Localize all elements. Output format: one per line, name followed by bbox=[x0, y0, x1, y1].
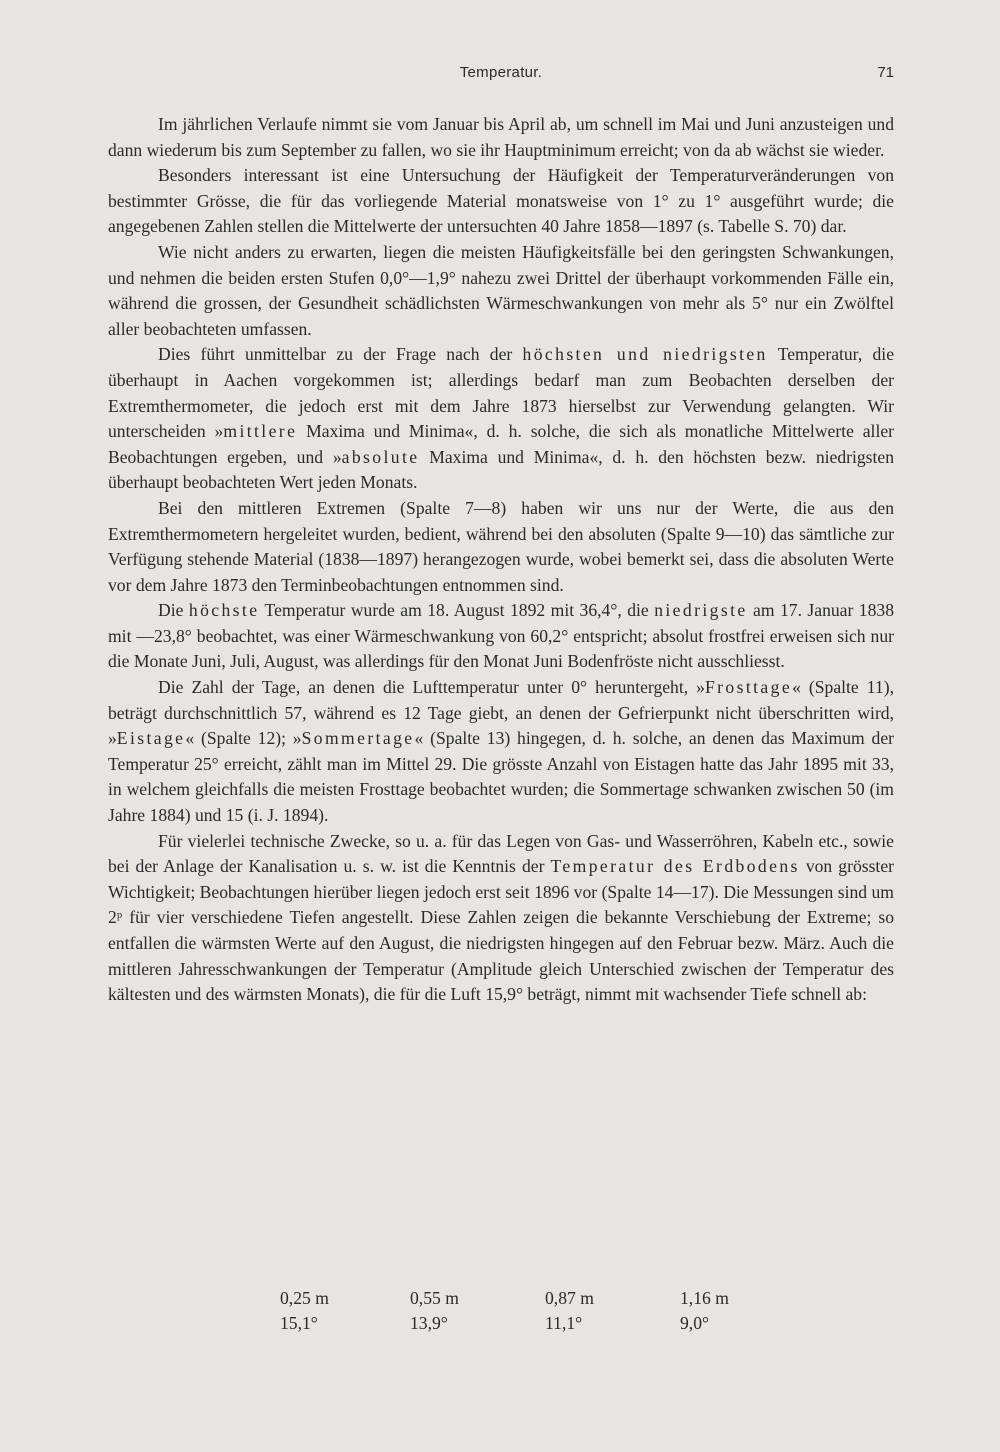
paragraph bbox=[108, 675, 894, 829]
spaced-emphasis: absolute bbox=[341, 446, 420, 467]
depth-cell: 0,87 m bbox=[545, 1288, 594, 1308]
depth-row bbox=[260, 1286, 815, 1311]
amplitude-cell: 11,1° bbox=[545, 1313, 583, 1333]
text-run: Besonders interessant ist eine Untersuchung der Häufigkeit der Temperaturveränderungen von bestimmter Grösse, die für das vorliegende Material monatsweise von 1° zu 1° ausgeführt wurde; die angegebenen Zahlen stellen die Mittelwerte der untersuchten 40 Jahre 1858—1897 (s. Tabelle S. 70) dar. bbox=[108, 165, 894, 237]
depth-cell: 0,55 m bbox=[410, 1288, 459, 1308]
page-number: 71 bbox=[877, 64, 894, 81]
spaced-emphasis: Temperatur des Erdbodens bbox=[550, 856, 800, 877]
spaced-emphasis: höchste bbox=[188, 600, 260, 621]
amplitude-cell: 15,1° bbox=[280, 1313, 318, 1333]
paragraph bbox=[108, 342, 894, 496]
text-run: Die Zahl der Tage, an denen die Lufttemperatur unter 0° heruntergeht, » bbox=[158, 677, 705, 698]
paragraph bbox=[108, 112, 894, 163]
text-run: Maxima und Minima«, d. h. solche, die sich als monatliche Mittelwerte aller Beobachtungen ergeben, und » bbox=[108, 421, 894, 467]
paragraph bbox=[108, 829, 894, 1008]
depth-cell: 1,16 m bbox=[680, 1288, 729, 1308]
spaced-emphasis: mittlere bbox=[223, 421, 298, 442]
spaced-emphasis: Frosttage bbox=[704, 677, 793, 698]
amplitude-row bbox=[260, 1311, 815, 1336]
text-run: « (Spalte 13) hingegen, d. h. solche, an denen das Maximum der Temperatur 25° erreicht, zählt man im Mittel 29. Die grösste Anzahl von Eistagen hatte das Jahr 1895 mit 33, in welchem gleichfalls die meisten Frosttage beobachtet wurden; die Sommertage schwanken zwischen 50 (im Jahre 1884) und 15 (i. J. 1894). bbox=[108, 728, 894, 826]
spaced-emphasis: höchsten und niedrigsten bbox=[522, 344, 768, 365]
text-run: « (Spalte 11), beträgt durchschnittlich 57, während es 12 Tage giebt, an denen der Gefrierpunkt nicht überschritten wird, » bbox=[108, 677, 894, 749]
text-run: Im jährlichen Verlaufe nimmt sie vom Januar bis April ab, um schnell im Mai und Juni anzusteigen und dann wiederum bis zum September zu fallen, wo sie ihr Hauptminimum erreicht; von da ab wächst sie wieder. bbox=[108, 114, 894, 160]
amplitude-cell: 13,9° bbox=[410, 1313, 448, 1333]
spaced-emphasis: niedrigste bbox=[654, 600, 748, 621]
text-run: Temperatur wurde am 18. August 1892 mit 36,4°, die bbox=[259, 600, 655, 621]
body-text bbox=[108, 112, 894, 1008]
spaced-emphasis: Eistage bbox=[116, 728, 186, 749]
paragraph bbox=[108, 598, 894, 675]
text-run: von grösster Wichtigkeit; Beobachtungen hierüber liegen jedoch erst seit 1896 vor (Spalte 14—17). Die Messungen sind um 2ᵖ für vier verschiedene Tiefen angestellt. Diese Zahlen zeigen die bekannte Verschiebung der Extreme; so entfallen die wärmsten Werte auf den August, die niedrigsten hingegen auf den Februar bezw. März. Auch die mittleren Jahresschwankungen der Temperatur (Amplitude gleich Unterschied zwischen der Temperatur des kältesten und des wärmsten Monats), die für die Luft 15,9° beträgt, nimmt mit wachsender Tiefe schnell ab: bbox=[108, 856, 894, 1005]
text-run: Wie nicht anders zu erwarten, liegen die meisten Häufigkeitsfälle bei den geringsten Schwankungen, und nehmen die beiden ersten Stufen 0,0°—1,9° nahezu zwei Drittel der überhaupt vorkommenden Fälle ein, während die grossen, der Gesundheit schädlichsten Wärmeschwankungen von mehr als 5° nur ein Zwölftel aller beobachteten umfassen. bbox=[108, 241, 894, 339]
page-header bbox=[108, 64, 894, 88]
paragraph bbox=[108, 496, 894, 598]
spaced-emphasis: Sommertage bbox=[301, 728, 415, 749]
text-run: Für vielerlei technische Zwecke, so u. a. für das Legen von Gas- und Wasserröhren, Kabeln etc., sowie bei der Anlage der Kanalisation u. s. w. ist die Kenntnis der bbox=[108, 830, 894, 877]
text-run: « (Spalte 12); » bbox=[185, 728, 302, 749]
text-run: Dies führt unmittelbar zu der Frage nach der bbox=[158, 344, 523, 365]
text-run: Bei den mittleren Extremen (Spalte 7—8) haben wir uns nur der Werte, die aus den Extremthermometern hergeleitet wurden, bedient, während bei den absoluten (Spalte 9—10) das sämtliche zur Verfügung stehende Material (1838—1897) herangezogen wurde, wobei bemerkt sei, dass die absoluten Werte vor dem Jahre 1873 den Terminbeobachtungen entnommen sind. bbox=[108, 497, 894, 595]
paragraph bbox=[108, 163, 894, 240]
text-run: Die bbox=[158, 600, 189, 621]
paragraph bbox=[108, 240, 894, 342]
soil-temperature-table bbox=[260, 1286, 815, 1336]
text-run: am 17. Januar 1838 mit —23,8° beobachtet, was einer Wärmeschwankung von 60,2° entspricht; absolut frostfrei erweisen sich nur die Monate Juni, Juli, August, was allerdings für den Monat Juni Bodenfröste nicht ausschliesst. bbox=[108, 600, 894, 672]
amplitude-cell: 9,0° bbox=[680, 1313, 710, 1333]
running-title: Temperatur. bbox=[459, 64, 543, 81]
depth-cell: 0,25 m bbox=[280, 1288, 329, 1308]
text-run: Maxima und Minima«, d. h. den höchsten bezw. niedrigsten überhaupt beobachteten Wert jeden Monats. bbox=[108, 446, 894, 493]
text-run: Temperatur, die überhaupt in Aachen vorgekommen ist; allerdings bedarf man zum Beobachten derselben der Extremthermometer, die jedoch erst mit dem Jahre 1873 hierselbst zur Verwendung gelangten. Wir unterscheiden » bbox=[108, 344, 895, 442]
